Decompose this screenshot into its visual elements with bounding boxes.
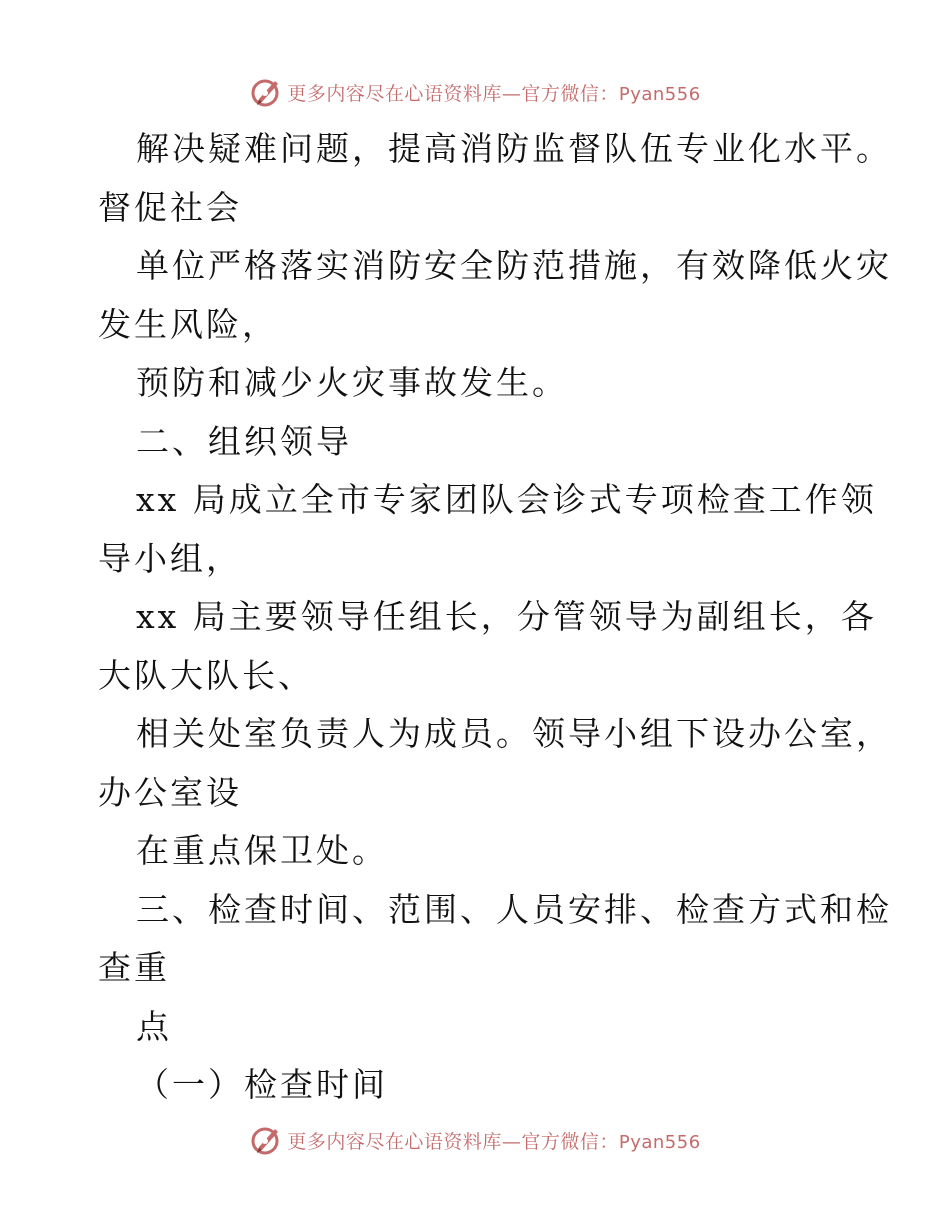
- text-line: 单位严格落实消防安全防范措施，有效降低火灾: [136, 246, 892, 285]
- text-line: xx 局主要领导任组长，分管领导为副组长，各: [136, 597, 877, 636]
- footer-watermark: [0, 1120, 950, 1160]
- text-line: 办公室设: [98, 772, 242, 812]
- text-line: 相关处室负责人为成员。领导小组下设办公室，: [136, 714, 892, 753]
- text-line: 预防和减少火灾事故发生。: [136, 363, 568, 402]
- text-line: 解决疑难问题，提高消防监督队伍专业化水平。: [136, 129, 892, 168]
- watermark-text: 更多内容尽在心语资料库—官方微信：Pyan556: [287, 1130, 701, 1153]
- text-line: 大队大队长、: [98, 655, 314, 695]
- pen-logo-icon: [249, 75, 283, 109]
- text-line: 点: [136, 1006, 172, 1046]
- text-line: xx 局成立全市专家团队会诊式专项检查工作领: [136, 480, 877, 519]
- text-line: 二、组织领导: [136, 421, 352, 461]
- text-line: 督促社会: [98, 187, 242, 227]
- text-line: 在重点保卫处。: [136, 831, 388, 870]
- text-line: 导小组，: [98, 538, 242, 578]
- document-body: [98, 120, 892, 1115]
- text-line: 查重: [98, 948, 170, 987]
- text-line: 发生风险，: [98, 304, 278, 344]
- watermark-text: 更多内容尽在心语资料库—官方微信：Pyan556: [287, 82, 701, 105]
- text-line: 三、检查时间、范围、人员安排、检查方式和检: [136, 889, 892, 929]
- pen-logo-icon: [249, 1123, 283, 1157]
- text-line: （一）检查时间: [136, 1065, 388, 1104]
- header-watermark: [0, 72, 950, 112]
